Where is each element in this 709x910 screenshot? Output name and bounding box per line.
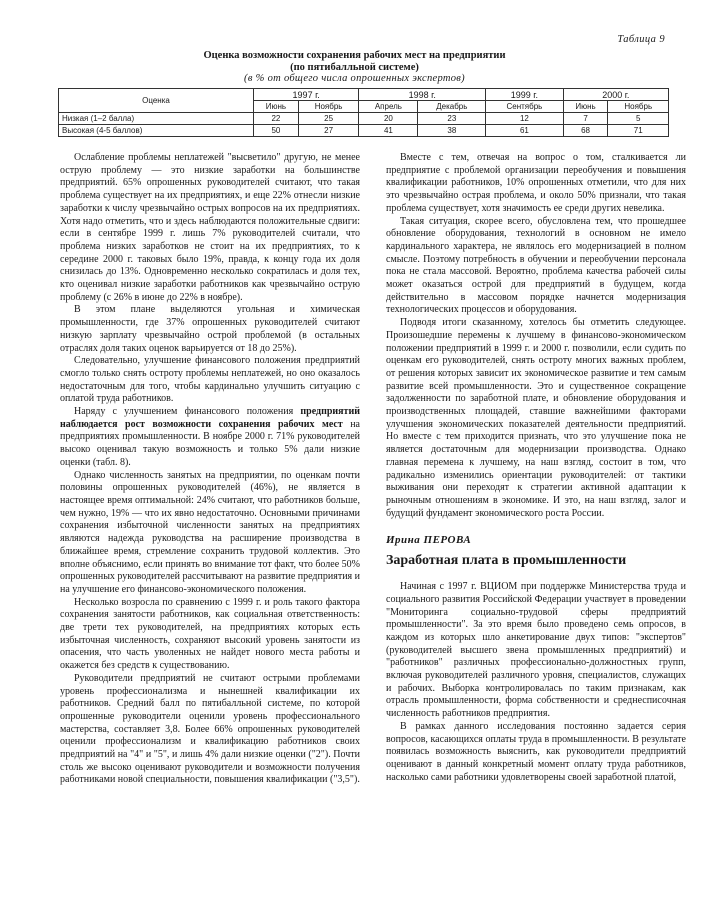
- table-cell: 38: [418, 125, 486, 137]
- table-cell: 41: [359, 125, 418, 137]
- paragraph: Следовательно, улучшение финансового положения предприятий смогло только снять остроту проблемы неплатежей, но оно оказалось недостаточным для того, чтобы кардинально улучшить ситуацию с оплатой труда работников.: [60, 355, 360, 405]
- table-cell: 5: [608, 113, 669, 125]
- table-header-row-years: [59, 89, 669, 101]
- month-header: Ноябрь: [608, 101, 669, 113]
- table-cell: 23: [418, 113, 486, 125]
- paragraph: Однако численность занятых на предприятии, по оценкам почти половины опрошенных руководителей (46%), не является в настоящее время оптимальной: 24% считают, что работников больше, чем нужно, 19% — что их явно недостаточно. Основными причинами сохранения избыточной численности занятых на предприятиях являются надежда руководства на расширение производства в ближайшее время, стремление сохранить трудовой коллектив. Это вполне объяснимо, если принять во внимание тот факт, что более 50% опрошенных руководителей рассчитывают на развитие предприятия и на улучшение его финансово-экономического положения.: [60, 469, 360, 595]
- paragraph-text: Наряду с улучшением финансового положения: [74, 406, 301, 418]
- paragraph: Такая ситуация, скорее всего, обусловлена тем, что прошедшее обновление оборудования, технологий в основном не имело кардинального характера, не являлось его модернизацией в полном смысле. Поэтому потребность в обучении и переобучении персонала пока не стала массовой. Вероятно, проблема качества рабочей силы может оказаться острой для предприятий в будущем, когда действительно в массовом порядке начнется модернизация технологических процессов и оборудования.: [386, 215, 686, 316]
- paragraph: Руководители предприятий не считают острыми проблемами уровень профессионализма и нынешней квалификации их работников. Средний балл по пятибалльной системе, по которой опрошенные руководители оценили уровень профессионального мастерства, составляет 3,8. Более 66% опрошенных руководителей оценили профессионализм и квалификацию работников своих предприятий на "4" и "5", и лишь 4% дали низкие оценки ("2"). Почти столь же высоко оценивают руководители и возможности получения работниками новой специальности, повышения квалификации ("3,5").: [60, 672, 360, 786]
- table-cell: 71: [608, 125, 669, 137]
- row-label: Низкая (1–2 балла): [59, 113, 254, 125]
- row-label: Высокая (4-5 баллов): [59, 125, 254, 137]
- data-table: [58, 88, 669, 137]
- table-cell: 61: [486, 125, 563, 137]
- table-cell: 22: [254, 113, 299, 125]
- year-header: 1999 г.: [486, 89, 563, 101]
- right-text-column: [386, 152, 686, 784]
- table-row: [59, 113, 669, 125]
- table-cell: 12: [486, 113, 563, 125]
- table-title-line-1: Оценка возможности сохранения рабочих мест на предприятии: [203, 50, 506, 61]
- paragraph: Ослабление проблемы неплатежей "высветило" другую, не менее острую проблему — это низкие заработки на большинстве предприятий. 65% опрошенных руководителей считают, что такая проблема существует на их предприятиях, и еще 22% отнесли низкие заработки к числу чрезвычайно острых вопросов на их предприятиях. Хотя надо отметить, что и здесь наблюдаются положительные сдвиги: если в сентябре 1999 г. лишь 7% руководителей считали, что проблема низких заработков не стоит на их предприятиях, то к середине 2000 г. таковых было 19%, правда, к концу года их доля снизилась до 13%. Одновременно несколько сократилась и доля тех, кто оценивал низкие заработки работников как чрезвычайно острую проблему (с 26% в июне до 22% в ноябре).: [60, 152, 360, 303]
- paragraph: В этом плане выделяются угольная и химическая промышленности, где 37% опрошенных руководителей считают низкую зарплату чрезвычайно острой проблемой (в остальных отраслях доля таких оценок варьируется от 18 до 25%).: [60, 304, 360, 354]
- table-title: [0, 50, 709, 74]
- month-header: Июнь: [254, 101, 299, 113]
- month-header: Декабрь: [418, 101, 486, 113]
- article-author: Ирина ПЕРОВА: [386, 534, 472, 547]
- paragraph: Подводя итоги сказанному, хотелось бы отметить следующее. Произошедшие перемены к лучшему в финансово-экономическом положении предприятий в 1999 г. и 2000 г. позволили, если судить по оценкам его руководителей, снять остроту многих важных проблем, от решения которых зависит их экономическое развитие и тем самым развитие всей промышленности. Это и существенное сокращение задолженности по заработной плате, и обновление оборудования и производственных площадей, ставшие важнейшими факторами улучшения экономических показателей деятельности предприятий. Но вместе с тем приходится признать, что это улучшение пока не является достаточным для модернизации производства. Однако главная перемена к лучшему, на наш взгляд, состоит в том, что радикально изменились ориентации руководителей: от тактики выживания они переходят к стратегии активной адаптации к рыночным отношениям в экономике. И это, на наш взгляд, залог и будущий фундамент экономического роста России.: [386, 317, 686, 519]
- table-cell: 68: [563, 125, 608, 137]
- table-cell: 25: [298, 113, 358, 125]
- table-number: Таблица 9: [617, 34, 665, 45]
- paragraph-text: на предприятиях промышленности. В ноябре 2000 г. 71% руководителей высоко оценивал такую возможность и только 5% дали низкие оценки (табл. 8).: [60, 418, 360, 468]
- left-text-column: [60, 152, 360, 787]
- paragraph: Несколько возросла по сравнению с 1999 г. и роль такого фактора сохранения занятости работников, как социальная ответственность: две трети тех руководителей, на предприятиях которых есть избыточная численность, сохраняют высокий уровень занятости из опасения, что часть уволенных не найдет нового места работы и окажется без средств к существованию.: [60, 596, 360, 672]
- month-header: Апрель: [359, 101, 418, 113]
- paragraph: Вместе с тем, отвечая на вопрос о том, сталкивается ли предприятие с проблемой организации переобучения и повышения квалификации работников, 10% опрошенных отметили, что для них это чрезвычайно острая проблема, и около 50% признали, что такая проблема существует, хотя значимость ее среди других невелика.: [386, 152, 686, 214]
- table-cell: 27: [298, 125, 358, 137]
- month-header: Ноябрь: [298, 101, 358, 113]
- table-cell: 20: [359, 113, 418, 125]
- paragraph: Начиная с 1997 г. ВЦИОМ при поддержке Министерства труда и социального развития Российской Федерации участвует в проведении "Мониторинга социально-трудовой сферы предприятий промышленности". За это время было проведено семь опросов, в каждом из которых шло анкетирование двух типов: "экспертов" (руководителей высшего звена промышленных предприятий) и "работников" различных профессионально-должностных групп, включая руководителей различного уровня, специалистов, служащих и рабочих. Выборка контролировалась по таким признакам, как отрасль промышленности, форма собственности и среднесписочная численность работников предприятия.: [386, 581, 686, 720]
- table-header-label: Оценка: [59, 89, 254, 113]
- table-cell: 7: [563, 113, 608, 125]
- table-title-line-2: (по пятибалльной системе): [290, 62, 419, 73]
- article-title: Заработная плата в промышленности: [386, 553, 627, 569]
- table-cell: 50: [254, 125, 299, 137]
- table-row: [59, 125, 669, 137]
- month-header: Июнь: [563, 101, 608, 113]
- year-header: 1997 г.: [254, 89, 359, 101]
- table-subtitle: (в % от общего числа опрошенных экспертов): [244, 73, 465, 84]
- paragraph: В рамках данного исследования постоянно задается серия вопросов, касающихся оплаты труда в промышленности. В результате появилась возможность выяснить, как руководители предприятий оценивают в данный конкретный момент оплату труда работников, насколько сами работники удовлетворены своей заработной платой,: [386, 720, 686, 783]
- year-header: 1998 г.: [359, 89, 486, 101]
- year-header: 2000 г.: [563, 89, 668, 101]
- paragraph-with-emphasis: [60, 406, 360, 470]
- emphasis-text: предприятий наблюдается рост возможности сохранения рабочих мест: [60, 406, 360, 430]
- month-header: Сентябрь: [486, 101, 563, 113]
